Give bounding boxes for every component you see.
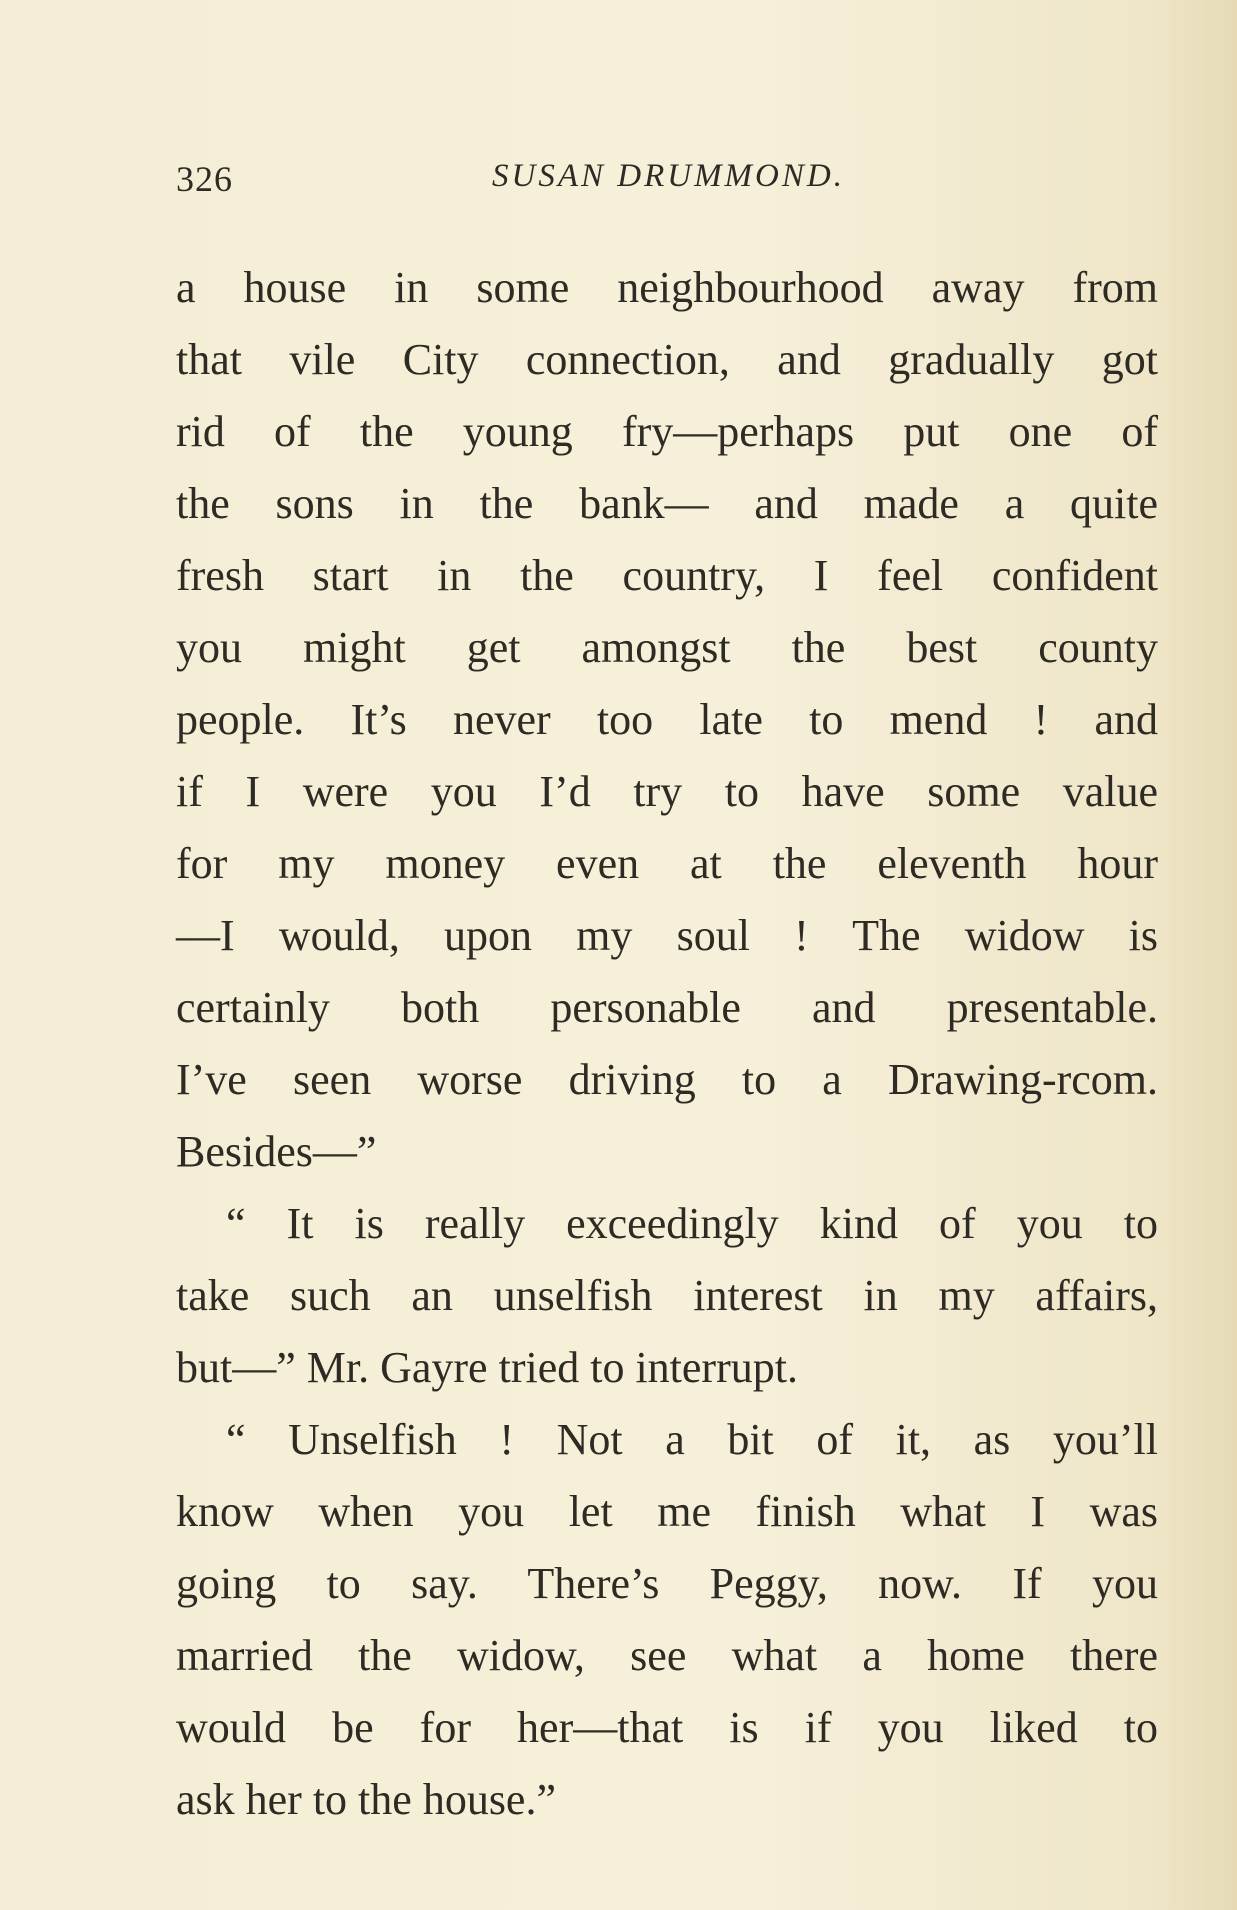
text-line: a house in some neighbourhood away from bbox=[176, 263, 1158, 312]
text-line: going to say. There’s Peggy, now. If you bbox=[176, 1559, 1158, 1608]
text-line: ask her to the house.” bbox=[176, 1775, 556, 1824]
text-line: for my money even at the eleventh hour bbox=[176, 839, 1158, 888]
text-line: would be for her—that is if you liked to bbox=[176, 1703, 1158, 1752]
body-text bbox=[176, 252, 1158, 1836]
text-line: certainly both personable and presentable. bbox=[176, 983, 1158, 1032]
text-line: take such an unselfish interest in my affairs, bbox=[176, 1271, 1158, 1320]
text-line: “ It is really exceedingly kind of you to bbox=[226, 1199, 1158, 1248]
running-title: SUSAN DRUMMOND. bbox=[492, 158, 845, 194]
text-line: people. It’s never too late to mend ! and bbox=[176, 695, 1158, 744]
page-header bbox=[176, 158, 1176, 208]
text-line: “ Unselfish ! Not a bit of it, as you’ll bbox=[226, 1415, 1158, 1464]
text-line: I’ve seen worse driving to a Drawing-rcom. bbox=[176, 1055, 1158, 1104]
text-line: Besides—” bbox=[176, 1127, 377, 1176]
text-line: —I would, upon my soul ! The widow is bbox=[176, 911, 1158, 960]
text-line: know when you let me finish what I was bbox=[176, 1487, 1158, 1536]
text-line: the sons in the bank— and made a quite bbox=[176, 479, 1158, 528]
text-line: but—” Mr. Gayre tried to interrupt. bbox=[176, 1343, 798, 1392]
text-line: rid of the young fry—perhaps put one of bbox=[176, 407, 1158, 456]
page-number: 326 bbox=[176, 159, 233, 199]
text-line: you might get amongst the best county bbox=[176, 623, 1158, 672]
text-line: if I were you I’d try to have some value bbox=[176, 767, 1158, 816]
text-line: that vile City connection, and gradually got bbox=[176, 335, 1158, 384]
text-line: fresh start in the country, I feel confident bbox=[176, 551, 1158, 600]
text-line: married the widow, see what a home there bbox=[176, 1631, 1158, 1680]
